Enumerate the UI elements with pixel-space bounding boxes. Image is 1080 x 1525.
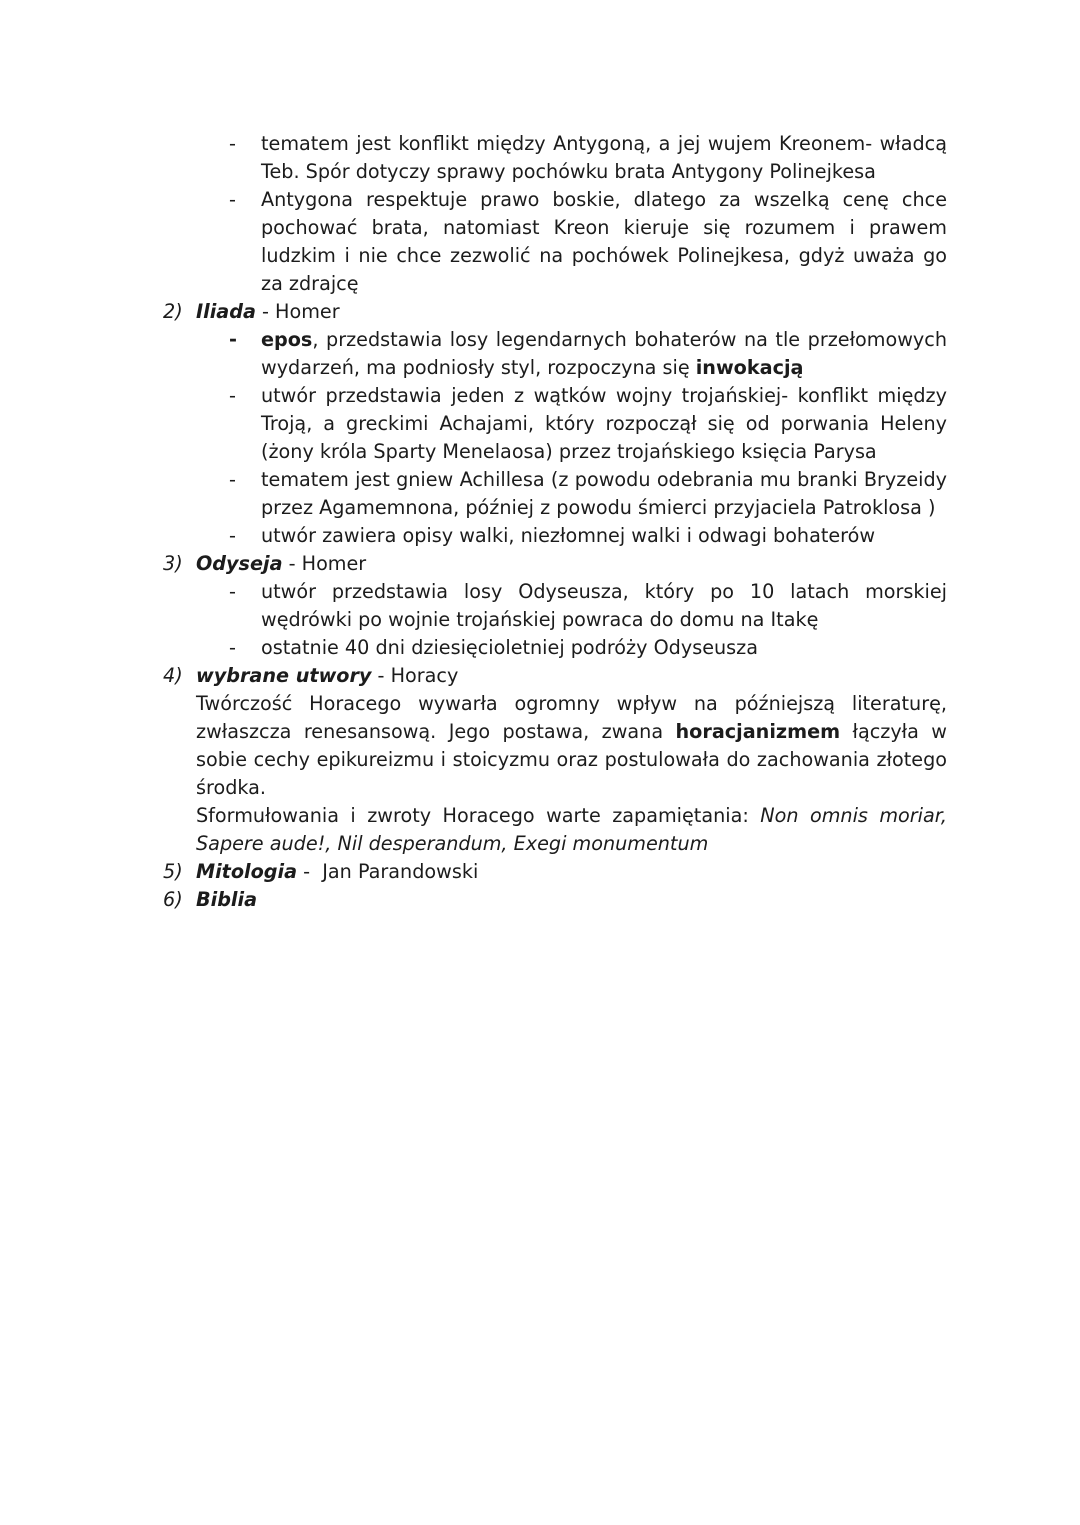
- horacy-paragraph-1: [196, 690, 947, 802]
- work-author: - Homer: [255, 300, 340, 323]
- work-author: - Homer: [282, 552, 367, 575]
- list-item-biblia: [163, 886, 947, 914]
- list-item-iliada: [163, 298, 947, 326]
- horacy-paragraph-1-start: Twórczość Horacego wywarła ogromny wpływ na późniejszą literaturę, zwłaszcza renesansową. Jego postawa, zwana: [196, 692, 947, 743]
- bullet-dash: -: [229, 188, 236, 211]
- list-number: 5): [163, 860, 183, 883]
- horacy-paragraph-2: [196, 802, 947, 858]
- list-number: 6): [163, 888, 183, 911]
- horacy-quotes: Non omnis moriar, Sapere aude!, Nil desperandum, Exegi monumentum: [196, 804, 947, 855]
- bullet-dash: -: [229, 636, 236, 659]
- odyseja-point-1: [229, 578, 947, 634]
- term-epos: epos: [261, 328, 313, 351]
- bullet-dash: -: [229, 468, 236, 491]
- list-number: 3): [163, 552, 183, 575]
- list-item-horacy: [163, 662, 947, 690]
- work-title: Odyseja: [196, 552, 283, 575]
- iliada-point-1-text: , przedstawia losy legendarnych bohaterów na tle przełomowych wydarzeń, ma podniosły styl, rozpoczyna się: [261, 328, 947, 379]
- horacy-paragraph-1-end: łączyła w sobie cechy epikureizmu i stoicyzmu oraz postulowała do zachowania złotego środka.: [196, 720, 947, 799]
- iliada-point-2: [229, 382, 947, 466]
- iliada-point-2-text: utwór przedstawia jeden z wątków wojny trojańskiej- konflikt między Troją, a greckimi Achajami, który rozpoczął się od porwania Heleny (żony króla Sparty Menelaosa) przez trojańskiego księcia Parysa: [261, 384, 947, 463]
- bullet-dash: -: [229, 384, 236, 407]
- work-title: Biblia: [196, 888, 258, 911]
- work-title: wybrane utwory: [196, 664, 372, 687]
- iliada-point-1: [229, 326, 947, 382]
- odyseja-point-1-text: utwór przedstawia losy Odyseusza, który po 10 latach morskiej wędrówki po wojnie trojańskiej powraca do domu na Itakę: [261, 580, 947, 631]
- horacy-paragraph-2-start: Sformułowania i zwroty Horacego warte zapamiętania:: [196, 804, 761, 827]
- antygona-point-1-text: tematem jest konflikt między Antygoną, a jej wujem Kreonem- władcą Teb. Spór dotyczy sprawy pochówku brata Antygony Polinejkesa: [261, 132, 947, 183]
- bullet-dash: -: [229, 580, 236, 603]
- term-inwokacja: inwokacją: [695, 356, 804, 379]
- work-title: Mitologia: [196, 860, 298, 883]
- work-author: - Jan Parandowski: [297, 860, 479, 883]
- work-author: - Horacy: [371, 664, 459, 687]
- list-item-odyseja: [163, 550, 947, 578]
- iliada-point-3-text: tematem jest gniew Achillesa (z powodu odebrania mu branki Bryzeidy przez Agamemnona, później z powodu śmierci przyjaciela Patroklosa ): [261, 468, 947, 519]
- bullet-dash: -: [229, 328, 237, 351]
- list-number: 2): [163, 300, 183, 323]
- document-content: [163, 130, 947, 914]
- antygona-point-2: [229, 186, 947, 298]
- list-number: 4): [163, 664, 183, 687]
- odyseja-point-2: [229, 634, 947, 662]
- antygona-point-2-text: Antygona respektuje prawo boskie, dlatego za wszelką cenę chce pochować brata, natomiast Kreon kieruje się rozumem i prawem ludzkim i nie chce zezwolić na pochówek Polinejkesa, gdyż uważa go za zdrajcę: [261, 188, 947, 295]
- odyseja-point-2-text: ostatnie 40 dni dziesięcioletniej podróży Odyseusza: [261, 636, 759, 659]
- antygona-point-1: [229, 130, 947, 186]
- term-horacjanizm: horacjanizmem: [675, 720, 841, 743]
- bullet-dash: -: [229, 132, 236, 155]
- iliada-point-3: [229, 466, 947, 522]
- bullet-dash: -: [229, 524, 236, 547]
- iliada-point-4-text: utwór zawiera opisy walki, niezłomnej walki i odwagi bohaterów: [261, 524, 876, 547]
- work-title: Iliada: [196, 300, 256, 323]
- iliada-point-4: [229, 522, 947, 550]
- list-item-mitologia: [163, 858, 947, 886]
